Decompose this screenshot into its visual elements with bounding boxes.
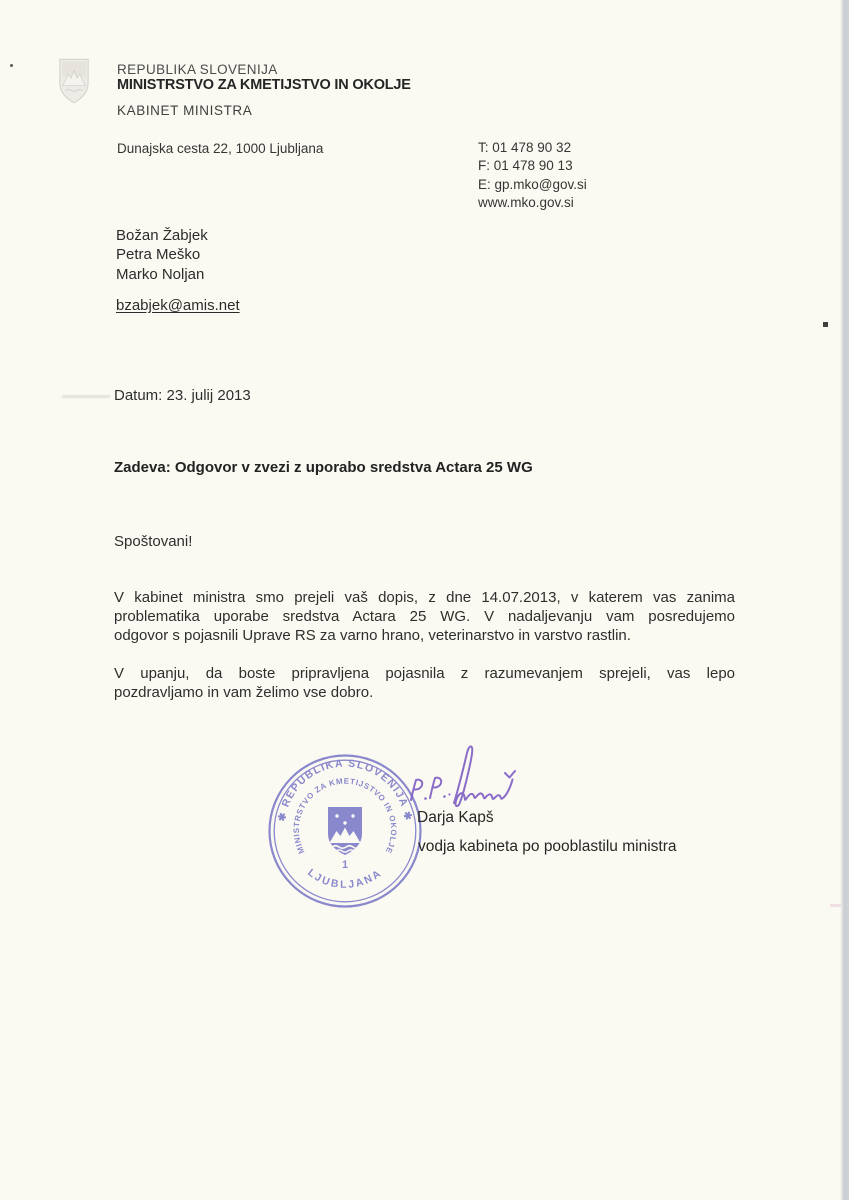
body-line: V upanju, da boste pripravljena pojasnila z razumevanjem sprejeli, vas lepo [114, 665, 735, 682]
header-ministry-line: MINISTRSTVO ZA KMETIJSTVO IN OKOLJE [117, 77, 411, 93]
recipient-name: Marko Noljan [116, 265, 205, 283]
stamp-ring-top-text: ✱ REPUBLIKA SLOVENIJA ✱ [276, 757, 414, 823]
stamp-coat-of-arms-icon [328, 807, 362, 855]
stamp-center-number: 1 [342, 859, 349, 871]
scan-edge-shadow [840, 0, 849, 1200]
body-line: V kabinet ministra smo prejeli vaš dopis, z dne 14.07.2013, v katerem vas zanima [114, 589, 735, 606]
header-contact-block [478, 139, 587, 212]
stamp-ring-inner-text: MINISTRSTVO ZA KMETIJSTVO IN OKOLJE [291, 776, 399, 856]
body-paragraph-1 [114, 588, 735, 645]
scan-smudge [62, 395, 110, 398]
signer-title: vodja kabineta po pooblastilu ministra [418, 838, 677, 855]
salutation: Spoštovani! [114, 533, 193, 550]
body-paragraph-2 [114, 664, 735, 702]
stamp-ring-bottom-text: LJUBLJANA [305, 866, 385, 891]
header-address: Dunajska cesta 22, 1000 Ljubljana [117, 141, 324, 156]
body-line: pozdravljamo in vam želimo vse dobro. [114, 684, 374, 701]
scan-speck-left [10, 64, 13, 67]
contact-email: E: gp.mko@gov.si [478, 176, 587, 192]
handwritten-signature [398, 740, 533, 818]
recipient-email: bzabjek@amis.net [116, 297, 240, 314]
recipient-name: Petra Meško [116, 246, 201, 264]
contact-web: www.mko.gov.si [478, 194, 574, 210]
contact-phone: T: 01 478 90 32 [478, 140, 572, 155]
scan-speck-right [823, 322, 828, 327]
contact-fax: F: 01 478 90 13 [478, 158, 573, 174]
recipients-block [116, 226, 208, 284]
body-line: odgovor s pojasnili Uprave RS za varno hrano, veterinarstvo in varstvo rastlin. [114, 627, 631, 644]
subject-line: Zadeva: Odgovor v zvezi z uporabo sredstva Actara 25 WG [114, 459, 533, 476]
date-line: Datum: 23. julij 2013 [114, 387, 251, 404]
header-republic-line: REPUBLIKA SLOVENIJA [117, 62, 278, 77]
recipient-name: Božan Žabjek [116, 227, 208, 244]
header-office-line: KABINET MINISTRA [117, 103, 253, 118]
slovenia-coat-of-arms-icon [57, 57, 91, 105]
signer-name: Darja Kapš [417, 809, 494, 826]
body-line: problematika uporabe sredstva Actara 25 WG. V nadaljevanju vam posredujemo [114, 608, 735, 625]
